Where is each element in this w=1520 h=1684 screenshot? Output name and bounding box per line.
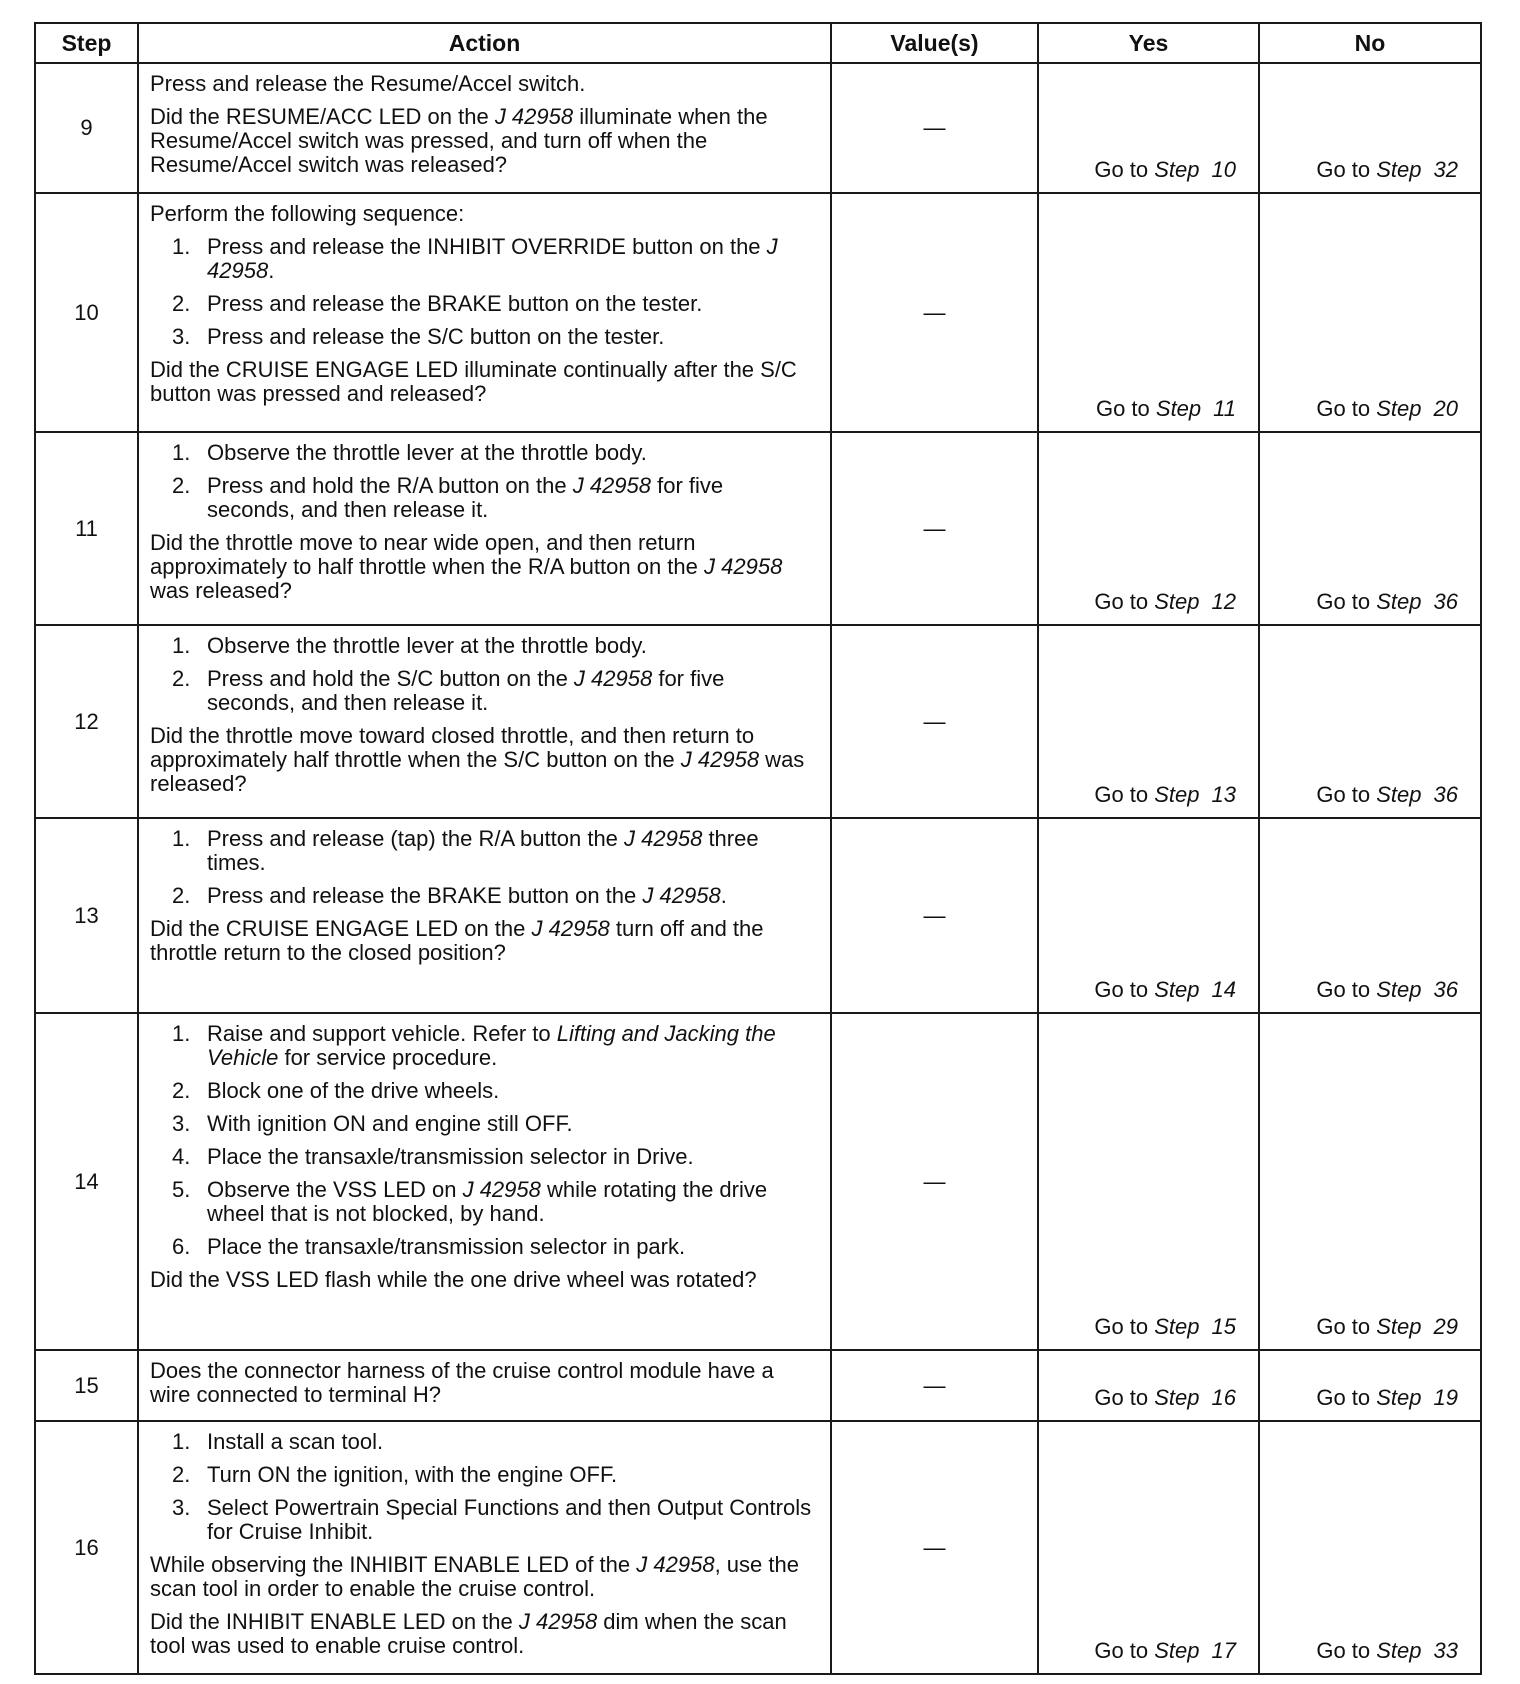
text-run: Did the VSS LED flash while the one drive wheel was rotated? — [150, 1267, 757, 1292]
list-item — [150, 235, 816, 283]
action-paragraph — [150, 531, 816, 603]
text-run: Observe the throttle lever at the throttle body. — [207, 633, 647, 658]
list-item — [150, 884, 816, 908]
action-cell — [138, 1013, 831, 1350]
text-run: Does the connector harness of the cruise control module have a wire connected to terminal H? — [150, 1358, 774, 1407]
list-number: 5. — [172, 1177, 191, 1202]
italic-text: J 42958 — [636, 1552, 715, 1577]
no-step-word: Step — [1376, 396, 1422, 421]
list-item — [150, 1496, 816, 1544]
diagnostic-table-frame — [34, 22, 1480, 1675]
italic-text: J 42958 — [494, 104, 574, 129]
no-step-number: 33 — [1433, 1638, 1458, 1663]
text-run: . — [268, 258, 275, 283]
no-goto-label: Go to — [1316, 157, 1377, 182]
table-row — [35, 818, 1481, 1013]
text-run: Did the throttle move to near wide open, and then return approximately to half throttle when the R/A button on the — [150, 530, 705, 579]
header-yes: Yes — [1038, 23, 1259, 63]
text-run: Turn ON the ignition, with the engine OFF. — [207, 1462, 618, 1487]
list-item — [150, 1145, 816, 1169]
no-step-number: 36 — [1433, 782, 1458, 807]
table-row — [35, 1013, 1481, 1350]
yes-step-word: Step — [1154, 782, 1200, 807]
table-row — [35, 625, 1481, 818]
action-paragraph — [150, 1553, 816, 1601]
action-cell — [138, 818, 831, 1013]
step-number-cell: 11 — [35, 432, 138, 625]
table-row — [35, 1421, 1481, 1674]
header-step: Step — [35, 23, 138, 63]
list-number: 1. — [172, 826, 191, 851]
no-goto-label: Go to — [1316, 782, 1377, 807]
value-cell: — — [831, 1350, 1038, 1421]
yes-cell — [1038, 1013, 1259, 1350]
list-item — [150, 292, 816, 316]
action-list — [150, 827, 816, 908]
no-step-word: Step — [1376, 1314, 1422, 1339]
no-step-word: Step — [1376, 977, 1422, 1002]
text-run: While observing the INHIBIT ENABLE LED of the — [150, 1552, 637, 1577]
italic-text: J 42958 — [531, 916, 610, 941]
yes-cell — [1038, 818, 1259, 1013]
list-number: 2. — [172, 473, 191, 498]
no-step-word: Step — [1376, 1638, 1422, 1663]
text-run: Place the transaxle/transmission selector in park. — [207, 1234, 686, 1259]
no-cell — [1259, 432, 1481, 625]
header-values: Value(s) — [831, 23, 1038, 63]
value-cell: — — [831, 1013, 1038, 1350]
action-list — [150, 634, 816, 715]
action-list — [150, 235, 816, 349]
text-run: Observe the VSS LED on — [207, 1177, 463, 1202]
italic-text: J 42958 — [704, 554, 783, 579]
table-row — [35, 63, 1481, 193]
list-number: 2. — [172, 666, 191, 691]
yes-step-word: Step — [1155, 396, 1202, 421]
list-number: 2. — [172, 883, 191, 908]
text-run: Press and release the BRAKE button on the — [207, 883, 643, 908]
no-step-number: 19 — [1433, 1385, 1458, 1410]
text-run: Raise and support vehicle. Refer to — [207, 1021, 557, 1046]
yes-cell — [1038, 625, 1259, 818]
step-number-cell: 12 — [35, 625, 138, 818]
text-run: was released? — [150, 747, 805, 796]
text-run: was released? — [150, 578, 292, 603]
action-paragraph — [150, 1359, 816, 1407]
text-run: Press and release the BRAKE button on the tester. — [207, 291, 703, 316]
yes-goto-label: Go to — [1095, 396, 1156, 421]
text-run: for five seconds, and then release it. — [207, 473, 724, 522]
no-goto-label: Go to — [1316, 1638, 1377, 1663]
italic-text: J 42958 — [642, 883, 721, 908]
value-cell: — — [831, 625, 1038, 818]
list-item — [150, 1112, 816, 1136]
action-paragraph — [150, 724, 816, 796]
text-run: illuminate when the Resume/Accel switch was pressed, and turn off when the Resume/Accel switch was released? — [150, 104, 768, 177]
list-number: 6. — [172, 1234, 191, 1259]
action-list — [150, 441, 816, 522]
list-item — [150, 1430, 816, 1454]
yes-goto-label: Go to — [1094, 1638, 1155, 1663]
no-cell — [1259, 63, 1481, 193]
yes-cell — [1038, 432, 1259, 625]
italic-text: J 42958 — [572, 473, 651, 498]
list-item — [150, 1022, 816, 1070]
yes-cell — [1038, 63, 1259, 193]
yes-step-number: 13 — [1211, 782, 1236, 807]
list-number: 2. — [172, 1462, 191, 1487]
yes-goto-label: Go to — [1094, 977, 1155, 1002]
no-step-word: Step — [1376, 589, 1422, 614]
no-step-word: Step — [1376, 1385, 1422, 1410]
yes-step-word: Step — [1154, 1314, 1200, 1339]
italic-text: J 42958 — [207, 234, 778, 283]
action-paragraph — [150, 72, 816, 96]
yes-goto-label: Go to — [1094, 157, 1155, 182]
italic-text: J 42958 — [680, 747, 760, 772]
action-cell — [138, 63, 831, 193]
text-run: Press and release (tap) the R/A button the — [207, 826, 625, 851]
action-paragraph — [150, 1610, 816, 1658]
yes-step-word: Step — [1154, 1638, 1200, 1663]
text-run: Place the transaxle/transmission selector in Drive. — [207, 1144, 694, 1169]
list-number: 1. — [172, 440, 191, 465]
text-run: for five seconds, and then release it. — [207, 666, 725, 715]
value-cell: — — [831, 1421, 1038, 1674]
list-number: 1. — [172, 633, 191, 658]
text-run: Did the throttle move toward closed throttle, and then return to approximately half throttle when the S/C button on the — [150, 723, 755, 772]
table-row — [35, 193, 1481, 432]
text-run: Observe the throttle lever at the throttle body. — [207, 440, 647, 465]
italic-text: Lifting and Jacking the Vehicle — [207, 1021, 776, 1070]
header-action: Action — [138, 23, 831, 63]
text-run: Block one of the drive wheels. — [207, 1078, 500, 1103]
text-run: Press and release the S/C button on the tester. — [207, 324, 665, 349]
italic-text: J 42958 — [462, 1177, 541, 1202]
list-item — [150, 634, 816, 658]
value-cell: — — [831, 432, 1038, 625]
yes-step-number: 17 — [1211, 1638, 1236, 1663]
text-run: turn off and the throttle return to the closed position? — [150, 916, 764, 965]
yes-step-number: 14 — [1211, 977, 1236, 1002]
action-cell — [138, 1421, 831, 1674]
step-number-cell: 10 — [35, 193, 138, 432]
action-paragraph — [150, 358, 816, 406]
text-run: Press and release the INHIBIT OVERRIDE button on the — [207, 234, 767, 259]
value-cell: — — [831, 193, 1038, 432]
no-goto-label: Go to — [1316, 977, 1377, 1002]
yes-cell — [1038, 1350, 1259, 1421]
text-run: Did the CRUISE ENGAGE LED illuminate continually after the S/C button was pressed and released? — [150, 357, 797, 406]
action-paragraph — [150, 917, 816, 965]
action-cell — [138, 1350, 831, 1421]
text-run: dim when the scan tool was used to enable cruise control. — [150, 1609, 787, 1658]
text-run: Did the INHIBIT ENABLE LED on the — [150, 1609, 519, 1634]
no-goto-label: Go to — [1316, 589, 1377, 614]
list-number: 3. — [172, 324, 191, 349]
list-number: 1. — [172, 1429, 191, 1454]
yes-step-word: Step — [1154, 589, 1200, 614]
list-number: 1. — [172, 234, 191, 259]
yes-step-number: 10 — [1211, 157, 1236, 182]
list-number: 2. — [172, 1078, 191, 1103]
list-item — [150, 474, 816, 522]
yes-cell — [1038, 193, 1259, 432]
text-run: three times. — [207, 826, 759, 875]
no-step-number: 20 — [1433, 396, 1458, 421]
text-run: Press and release the Resume/Accel switch. — [150, 71, 586, 96]
step-number-cell: 14 — [35, 1013, 138, 1350]
no-step-word: Step — [1376, 157, 1422, 182]
action-cell — [138, 432, 831, 625]
table-body — [35, 63, 1481, 1674]
list-item — [150, 1463, 816, 1487]
text-run: Install a scan tool. — [207, 1429, 384, 1454]
list-item — [150, 325, 816, 349]
yes-step-word: Step — [1154, 977, 1200, 1002]
list-item — [150, 1178, 816, 1226]
no-goto-label: Go to — [1316, 396, 1377, 421]
no-step-number: 32 — [1433, 157, 1458, 182]
no-step-number: 36 — [1433, 589, 1458, 614]
no-goto-label: Go to — [1316, 1314, 1377, 1339]
action-cell — [138, 193, 831, 432]
list-number: 1. — [172, 1021, 191, 1046]
text-run: . — [720, 883, 727, 908]
list-item — [150, 1079, 816, 1103]
list-item — [150, 827, 816, 875]
step-number-cell: 13 — [35, 818, 138, 1013]
no-cell — [1259, 818, 1481, 1013]
no-step-number: 29 — [1433, 1314, 1458, 1339]
no-cell — [1259, 193, 1481, 432]
list-item — [150, 1235, 816, 1259]
header-no: No — [1259, 23, 1481, 63]
text-run: Did the CRUISE ENGAGE LED on the — [150, 916, 532, 941]
yes-step-word: Step — [1154, 157, 1200, 182]
list-number: 2. — [172, 291, 191, 316]
table-header-row — [35, 23, 1481, 63]
no-goto-label: Go to — [1316, 1385, 1377, 1410]
text-run: Perform the following sequence: — [150, 201, 465, 226]
action-list — [150, 1022, 816, 1259]
list-number: 3. — [172, 1495, 191, 1520]
step-number-cell: 16 — [35, 1421, 138, 1674]
value-cell: — — [831, 63, 1038, 193]
text-run: while rotating the drive wheel that is not blocked, by hand. — [207, 1177, 768, 1226]
text-run: Press and hold the S/C button on the — [207, 666, 574, 691]
action-cell — [138, 625, 831, 818]
text-run: With ignition ON and engine still OFF. — [207, 1111, 573, 1136]
action-paragraph — [150, 1268, 816, 1292]
italic-text: J 42958 — [624, 826, 703, 851]
no-step-word: Step — [1376, 782, 1422, 807]
text-run: Select Powertrain Special Functions and then Output Controls for Cruise Inhibit. — [207, 1495, 812, 1544]
text-run: , use the scan tool in order to enable the cruise control. — [150, 1552, 799, 1601]
no-cell — [1259, 1013, 1481, 1350]
italic-text: J 42958 — [573, 666, 653, 691]
yes-step-number: 16 — [1211, 1385, 1236, 1410]
diagnostic-table — [34, 22, 1482, 1675]
yes-step-number: 11 — [1213, 396, 1236, 421]
no-step-number: 36 — [1433, 977, 1458, 1002]
yes-goto-label: Go to — [1094, 1314, 1155, 1339]
yes-goto-label: Go to — [1094, 1385, 1155, 1410]
list-item — [150, 667, 816, 715]
step-number-cell: 15 — [35, 1350, 138, 1421]
yes-step-word: Step — [1154, 1385, 1200, 1410]
text-run: for service procedure. — [278, 1045, 498, 1070]
no-cell — [1259, 1421, 1481, 1674]
yes-cell — [1038, 1421, 1259, 1674]
no-cell — [1259, 625, 1481, 818]
yes-goto-label: Go to — [1094, 589, 1155, 614]
yes-step-number: 15 — [1211, 1314, 1236, 1339]
text-run: Did the RESUME/ACC LED on the — [150, 104, 495, 129]
table-row — [35, 1350, 1481, 1421]
value-cell: — — [831, 818, 1038, 1013]
yes-step-number: 12 — [1211, 589, 1236, 614]
list-item — [150, 441, 816, 465]
text-run: Press and hold the R/A button on the — [207, 473, 573, 498]
list-number: 3. — [172, 1111, 191, 1136]
list-number: 4. — [172, 1144, 191, 1169]
action-list — [150, 1430, 816, 1544]
yes-goto-label: Go to — [1094, 782, 1155, 807]
table-row — [35, 432, 1481, 625]
italic-text: J 42958 — [518, 1609, 598, 1634]
action-paragraph — [150, 105, 816, 177]
action-paragraph — [150, 202, 816, 226]
no-cell — [1259, 1350, 1481, 1421]
step-number-cell: 9 — [35, 63, 138, 193]
